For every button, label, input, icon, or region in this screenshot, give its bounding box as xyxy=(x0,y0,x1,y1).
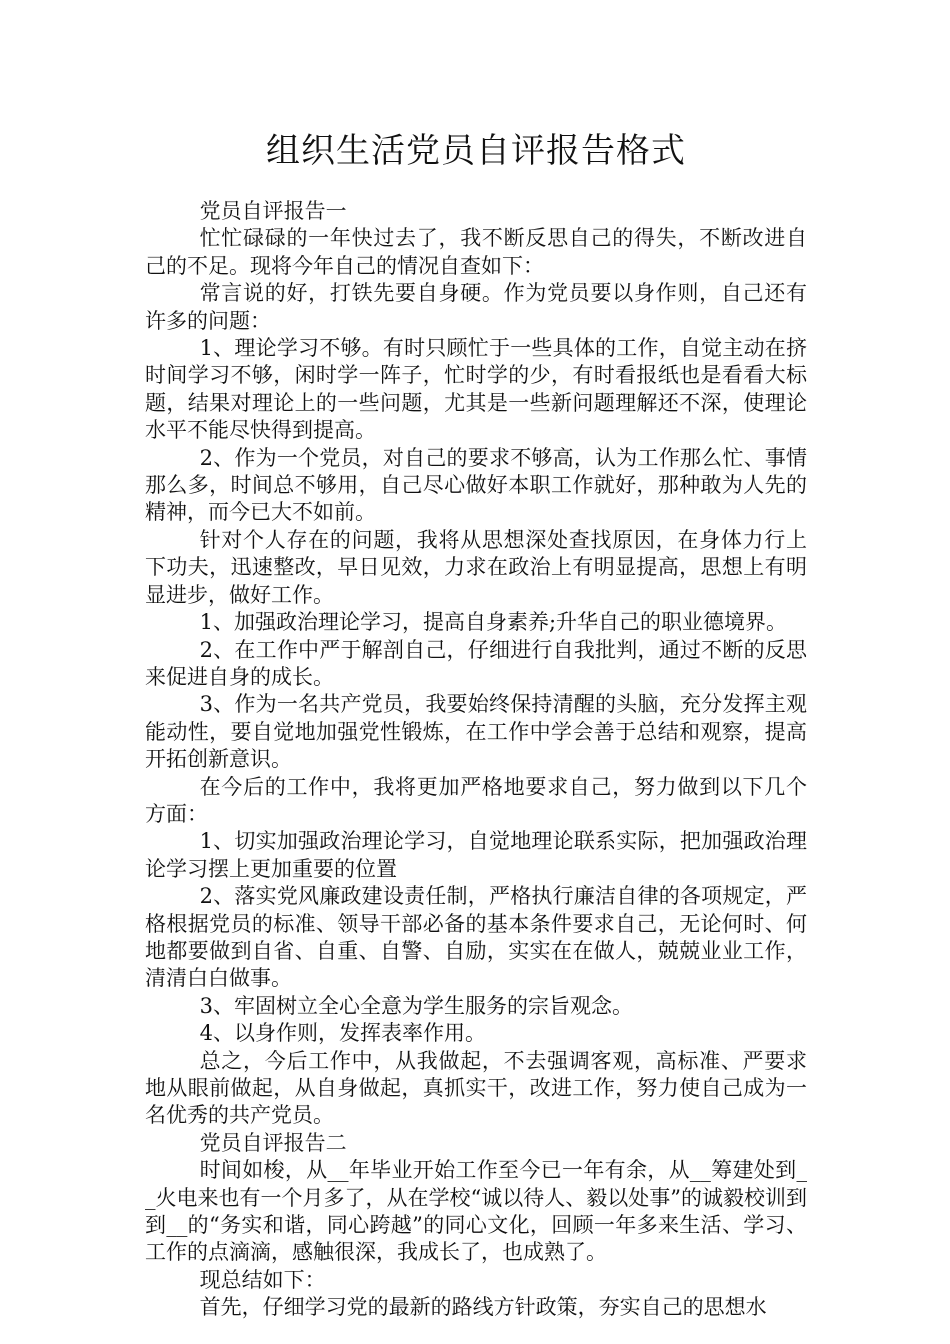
section-heading: 党员自评报告二 xyxy=(199,1130,347,1155)
list-item: 2、落实党风廉政建设责任制，严格执行廉洁自律的各项规定，严格根据党员的标准、领导干部必备的基本条件要求自己，无论何时、何地都要做到自省、自重、自警、自励，实实在在做人，兢兢业业工作，清清白白做事。 xyxy=(145,884,807,991)
paragraph: 时间如梭，从__年毕业开始工作至今已一年有余，从__筹建处到__火电来也有一个月多了，从在学校“诚以待人、毅以处事”的诚毅校训到到__的“务实和谐，同心跨越”的同心文化，回顾一年多来生活、学习、工作的点滴滴，感触很深，我成长了，也成熟了。 xyxy=(145,1158,807,1265)
section-heading: 党员自评报告一 xyxy=(199,199,347,223)
list-item: 2、在工作中严于解剖自己，仔细进行自我批判，通过不断的反思来促进自身的成长。 xyxy=(145,637,807,689)
document-title: 组织生活党员自评报告格式 xyxy=(266,131,686,171)
paragraph: 首先，仔细学习党的最新的路线方针政策，夯实自己的思想水 xyxy=(199,1295,767,1320)
paragraph: 现总结如下： xyxy=(199,1267,326,1292)
list-item: 2、作为一个党员，对自己的要求不够高，认为工作那么忙、事情那么多，时间总不够用，自己尽心做好本职工作就好，那种敢为人先的精神，而今已大不如前。 xyxy=(145,445,807,525)
paragraph: 忙忙碌碌的一年快过去了，我不断反思自己的得失，不断改进自己的不足。现将今年自己的情况自查如下： xyxy=(145,226,807,278)
list-item: 1、理论学习不够。有时只顾忙于一些具体的工作，自觉主动在挤时间学习不够，闲时学一阵子，忙时学的少，有时看报纸也是看看大标题，结果对理论上的一些问题，尤其是一些新问题理解还不深，使理论水平不能尽快得到提高。 xyxy=(145,336,807,443)
list-item: 3、牢固树立全心全意为学生服务的宗旨观念。 xyxy=(199,993,633,1018)
list-item: 3、作为一名共产党员，我要始终保持清醒的头脑，充分发挥主观能动性，要自觉地加强党性锻炼，在工作中学会善于总结和观察，提高开拓创新意识。 xyxy=(145,692,807,772)
list-item: 1、切实加强政治理论学习，自觉地理论联系实际，把加强政治理论学习摆上更加重要的位置 xyxy=(145,829,807,881)
list-item: 4、以身作则，发挥表率作用。 xyxy=(199,1021,486,1046)
document-body xyxy=(145,198,807,1322)
list-item: 1、加强政治理论学习，提高自身素养;升华自己的职业德境界。 xyxy=(199,610,788,635)
paragraph: 总之，今后工作中，从我做起，不去强调客观，高标准、严要求地从眼前做起，从自身做起，真抓实干，改进工作，努力使自己成为一名优秀的共产党员。 xyxy=(145,1048,807,1128)
paragraph: 在今后的工作中，我将更加严格地要求自己，努力做到以下几个方面： xyxy=(145,774,807,826)
paragraph: 常言说的好，打铁先要自身硬。作为党员要以身作则，自己还有许多的问题： xyxy=(145,281,807,333)
paragraph: 针对个人存在的问题，我将从思想深处查找原因，在身体力行上下功夫，迅速整改，早日见效，力求在政治上有明显提高，思想上有明显进步，做好工作。 xyxy=(145,527,807,607)
